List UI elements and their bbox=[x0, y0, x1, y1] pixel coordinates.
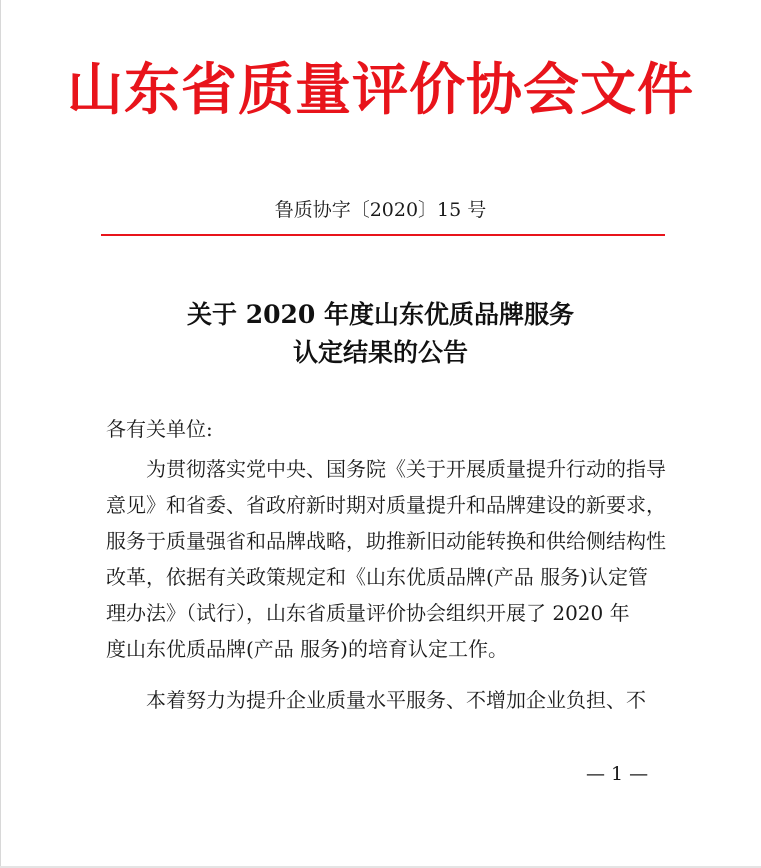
notice-title-line-2: 认定结果的公告 bbox=[292, 338, 468, 367]
red-separator-line bbox=[101, 234, 665, 236]
body-paragraph-1 bbox=[106, 451, 666, 667]
paragraph-line: 改革，依据有关政策规定和《山东优质品牌(产品 服务)认定管 bbox=[106, 565, 648, 589]
document-number: 鲁质协字〔2020〕15 号 bbox=[274, 199, 487, 221]
page-left-edge bbox=[0, 0, 1, 868]
paragraph-line: 本着努力为提升企业质量水平服务、不增加企业负担、不 bbox=[146, 688, 646, 712]
paragraph-line: 意见》和省委、省政府新时期对质量提升和品牌建设的新要求， bbox=[106, 493, 666, 517]
issuer-header-title: 山东省质量评价协会文件 bbox=[67, 57, 694, 123]
paragraph-line: 理办法》（试行），山东省质量评价协会组织开展了 2020 年 bbox=[106, 601, 630, 625]
notice-title-line-1: 关于 2020 年度山东优质品牌服务 bbox=[187, 300, 574, 329]
notice-title bbox=[0, 296, 761, 372]
body-paragraph-2 bbox=[106, 682, 666, 718]
salutation: 各有关单位: bbox=[106, 417, 213, 441]
paragraph-line: 服务于质量强省和品牌战略，助推新旧动能转换和供给侧结构性 bbox=[106, 529, 666, 553]
paragraph-line: 为贯彻落实党中央、国务院《关于开展质量提升行动的指导 bbox=[146, 457, 666, 481]
paragraph-line: 度山东优质品牌(产品 服务)的培育认定工作。 bbox=[106, 637, 508, 661]
page-number: — 1 — bbox=[586, 763, 649, 785]
